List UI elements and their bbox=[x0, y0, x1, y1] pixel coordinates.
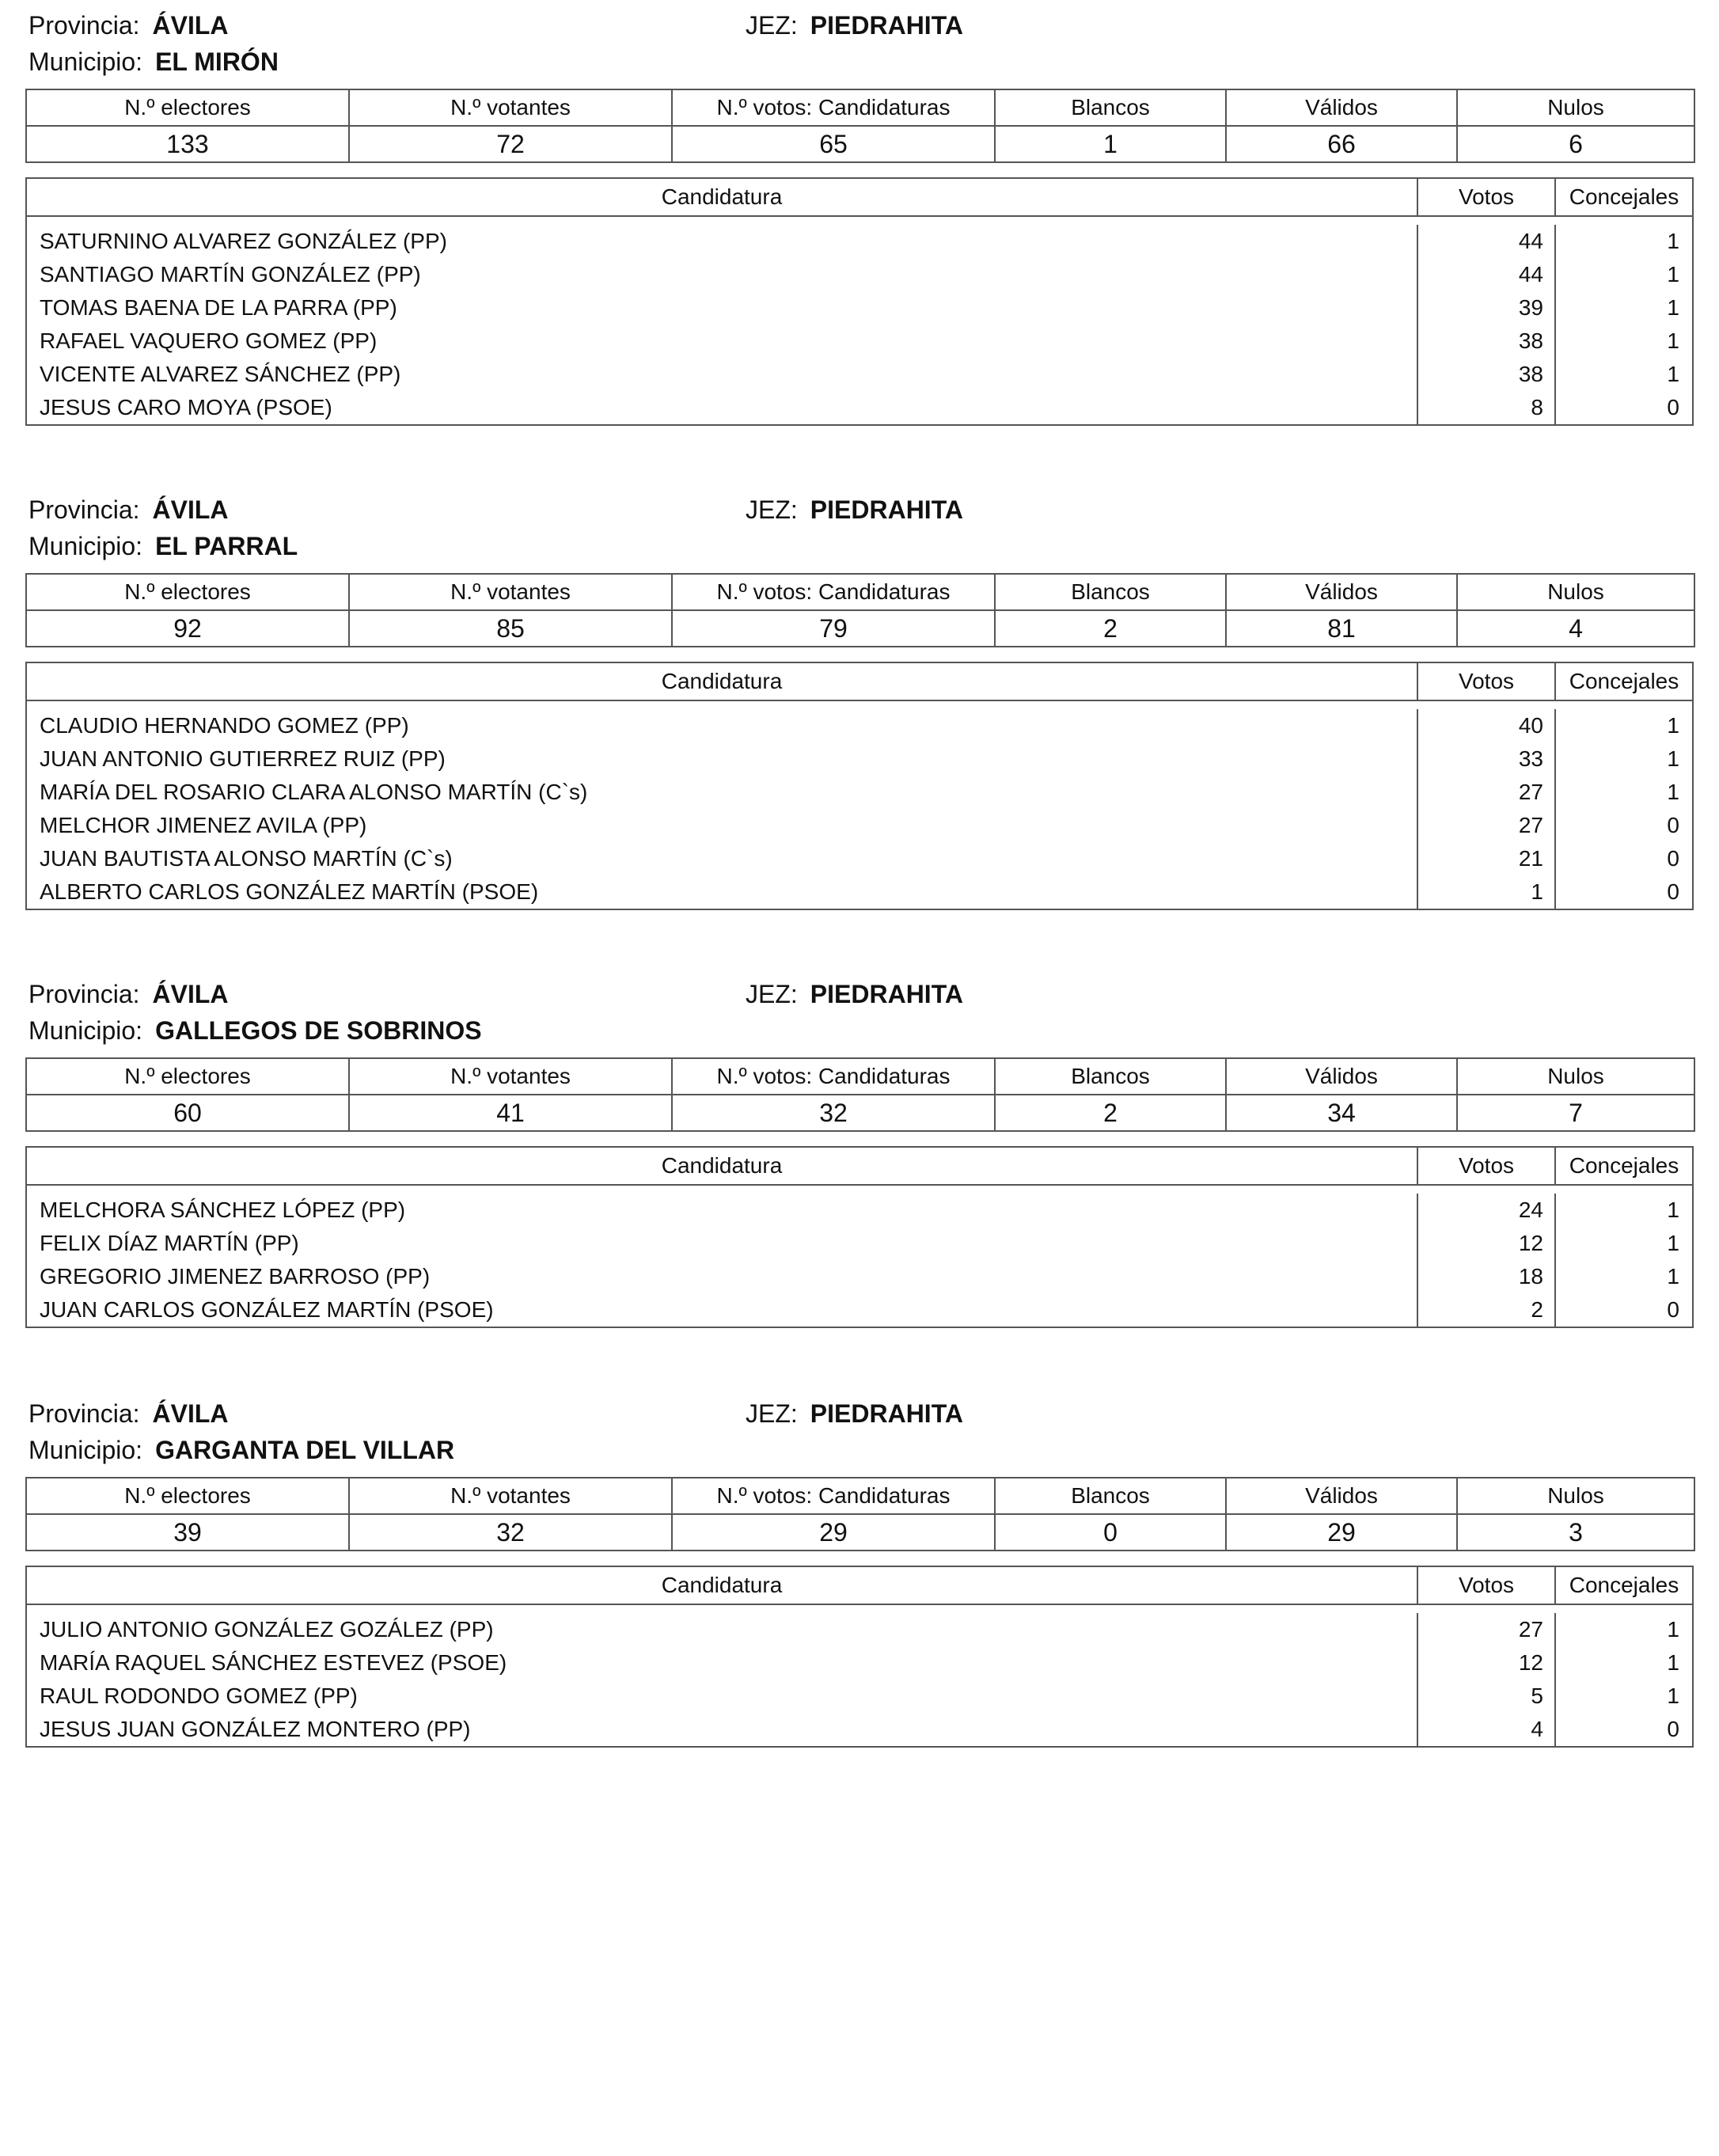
candidate-votes: 27 bbox=[1418, 1613, 1556, 1646]
summary-header-votos_candidaturas: N.º votos: Candidaturas bbox=[672, 1058, 995, 1095]
jez-label: JEZ: bbox=[746, 495, 798, 524]
summary-header-electores: N.º electores bbox=[26, 89, 349, 126]
summary-table bbox=[25, 1057, 1695, 1132]
summary-value-votantes: 85 bbox=[349, 610, 672, 647]
candidate-concejales: 1 bbox=[1667, 746, 1679, 771]
candidate-concejales: 1 bbox=[1667, 713, 1679, 738]
summary-header-blancos: Blancos bbox=[995, 1058, 1226, 1095]
provincia-line bbox=[28, 11, 229, 40]
jez-value: PIEDRAHITA bbox=[810, 1399, 963, 1428]
summary-header-validos: Válidos bbox=[1226, 1478, 1457, 1514]
candidate-name: JUAN ANTONIO GUTIERREZ RUIZ (PP) bbox=[27, 742, 1418, 776]
municipio-header bbox=[25, 975, 1694, 1051]
candidate-votes: 33 bbox=[1418, 742, 1556, 776]
summary-header-nulos: Nulos bbox=[1457, 1478, 1694, 1514]
candidate-name: MELCHORA SÁNCHEZ LÓPEZ (PP) bbox=[27, 1194, 1418, 1227]
candidates-table bbox=[25, 177, 1694, 426]
candidate-votes: 38 bbox=[1418, 358, 1556, 391]
summary-value-blancos: 2 bbox=[995, 610, 1226, 647]
summary-value-votos_candidaturas: 79 bbox=[672, 610, 995, 647]
table-row bbox=[27, 258, 1692, 291]
municipio-value: EL PARRAL bbox=[155, 532, 298, 560]
candidate-concejales: 1 bbox=[1667, 1650, 1679, 1675]
municipio-label: Municipio: bbox=[28, 532, 143, 560]
summary-value-blancos: 2 bbox=[995, 1095, 1226, 1131]
summary-value-votos_candidaturas: 65 bbox=[672, 126, 995, 162]
candidate-name: JUAN BAUTISTA ALONSO MARTÍN (C`s) bbox=[27, 842, 1418, 875]
table-row bbox=[27, 325, 1692, 358]
candidate-name: TOMAS BAENA DE LA PARRA (PP) bbox=[27, 291, 1418, 325]
summary-value-electores: 92 bbox=[26, 610, 349, 647]
candidate-concejales: 1 bbox=[1667, 1198, 1679, 1222]
table-row bbox=[27, 709, 1692, 742]
summary-header-blancos: Blancos bbox=[995, 1478, 1226, 1514]
candidates-header bbox=[27, 663, 1692, 701]
municipio-line bbox=[28, 47, 279, 77]
header-concejales: Concejales bbox=[1569, 1153, 1679, 1178]
candidates-table bbox=[25, 662, 1694, 910]
summary-header-validos: Válidos bbox=[1226, 1058, 1457, 1095]
candidate-votes: 39 bbox=[1418, 291, 1556, 325]
candidate-name: JULIO ANTONIO GONZÁLEZ GOZÁLEZ (PP) bbox=[27, 1613, 1418, 1646]
candidate-concejales: 1 bbox=[1667, 328, 1679, 353]
municipio-block bbox=[25, 1395, 1694, 1741]
provincia-label: Provincia: bbox=[28, 980, 140, 1008]
jez-value: PIEDRAHITA bbox=[810, 11, 963, 40]
summary-value-electores: 39 bbox=[26, 1514, 349, 1551]
summary-header-blancos: Blancos bbox=[995, 574, 1226, 610]
summary-header-votantes: N.º votantes bbox=[349, 574, 672, 610]
municipio-label: Municipio: bbox=[28, 47, 143, 76]
candidate-name: RAUL RODONDO GOMEZ (PP) bbox=[27, 1680, 1418, 1713]
summary-header-votantes: N.º votantes bbox=[349, 1058, 672, 1095]
municipio-header bbox=[25, 491, 1694, 567]
summary-table bbox=[25, 89, 1695, 163]
candidate-name: JESUS JUAN GONZÁLEZ MONTERO (PP) bbox=[27, 1713, 1418, 1746]
summary-value-votantes: 41 bbox=[349, 1095, 672, 1131]
candidate-votes: 12 bbox=[1418, 1227, 1556, 1260]
candidate-concejales: 0 bbox=[1667, 813, 1679, 837]
table-row bbox=[27, 1227, 1692, 1260]
summary-header-electores: N.º electores bbox=[26, 574, 349, 610]
table-row bbox=[27, 391, 1692, 424]
header-concejales: Concejales bbox=[1569, 669, 1679, 693]
candidate-concejales: 1 bbox=[1667, 262, 1679, 287]
municipio-line bbox=[28, 1016, 482, 1046]
summary-value-nulos: 3 bbox=[1457, 1514, 1694, 1551]
summary-table bbox=[25, 1477, 1695, 1551]
municipio-block bbox=[25, 975, 1694, 1322]
candidate-votes: 4 bbox=[1418, 1713, 1556, 1746]
header-concejales: Concejales bbox=[1569, 184, 1679, 209]
summary-table bbox=[25, 573, 1695, 647]
summary-value-validos: 29 bbox=[1226, 1514, 1457, 1551]
candidate-name: CLAUDIO HERNANDO GOMEZ (PP) bbox=[27, 709, 1418, 742]
jez-line bbox=[746, 11, 963, 40]
summary-value-votos_candidaturas: 32 bbox=[672, 1095, 995, 1131]
candidate-votes: 21 bbox=[1418, 842, 1556, 875]
table-row bbox=[27, 842, 1692, 875]
summary-header-votos_candidaturas: N.º votos: Candidaturas bbox=[672, 89, 995, 126]
candidate-concejales: 1 bbox=[1667, 1617, 1679, 1642]
municipio-value: GARGANTA DEL VILLAR bbox=[155, 1436, 455, 1464]
summary-header-nulos: Nulos bbox=[1457, 1058, 1694, 1095]
candidate-votes: 44 bbox=[1418, 225, 1556, 258]
candidate-concejales: 0 bbox=[1667, 1717, 1679, 1741]
candidates-body bbox=[27, 701, 1692, 909]
provincia-value: ÁVILA bbox=[152, 980, 229, 1008]
candidate-concejales: 1 bbox=[1667, 229, 1679, 253]
table-row bbox=[27, 742, 1692, 776]
jez-label: JEZ: bbox=[746, 11, 798, 40]
provincia-value: ÁVILA bbox=[152, 1399, 229, 1428]
header-votos: Votos bbox=[1418, 179, 1556, 215]
candidate-votes: 38 bbox=[1418, 325, 1556, 358]
candidate-concejales: 0 bbox=[1667, 846, 1679, 871]
header-votos: Votos bbox=[1418, 663, 1556, 700]
summary-value-validos: 66 bbox=[1226, 126, 1457, 162]
candidate-votes: 12 bbox=[1418, 1646, 1556, 1680]
table-row bbox=[27, 1613, 1692, 1646]
municipio-block bbox=[25, 6, 1694, 419]
candidates-body bbox=[27, 1186, 1692, 1327]
candidates-body bbox=[27, 1605, 1692, 1746]
jez-line bbox=[746, 495, 963, 525]
summary-value-blancos: 0 bbox=[995, 1514, 1226, 1551]
candidate-name: SANTIAGO MARTÍN GONZÁLEZ (PP) bbox=[27, 258, 1418, 291]
summary-value-blancos: 1 bbox=[995, 126, 1226, 162]
candidate-name: JESUS CARO MOYA (PSOE) bbox=[27, 391, 1418, 424]
table-row bbox=[27, 875, 1692, 909]
header-votos: Votos bbox=[1418, 1148, 1556, 1184]
summary-header-votos_candidaturas: N.º votos: Candidaturas bbox=[672, 574, 995, 610]
candidates-header bbox=[27, 1148, 1692, 1186]
table-row bbox=[27, 1194, 1692, 1227]
candidate-votes: 18 bbox=[1418, 1260, 1556, 1293]
candidate-votes: 27 bbox=[1418, 776, 1556, 809]
candidate-name: SATURNINO ALVAREZ GONZÁLEZ (PP) bbox=[27, 225, 1418, 258]
candidate-concejales: 0 bbox=[1667, 1297, 1679, 1322]
municipio-header bbox=[25, 1395, 1694, 1471]
candidates-header bbox=[27, 179, 1692, 217]
header-concejales: Concejales bbox=[1569, 1573, 1679, 1597]
summary-value-votantes: 72 bbox=[349, 126, 672, 162]
summary-header-validos: Válidos bbox=[1226, 574, 1457, 610]
candidate-name: MELCHOR JIMENEZ AVILA (PP) bbox=[27, 809, 1418, 842]
summary-value-votantes: 32 bbox=[349, 1514, 672, 1551]
municipio-value: GALLEGOS DE SOBRINOS bbox=[155, 1016, 482, 1045]
municipio-line bbox=[28, 1436, 454, 1465]
candidate-name: RAFAEL VAQUERO GOMEZ (PP) bbox=[27, 325, 1418, 358]
candidate-name: FELIX DÍAZ MARTÍN (PP) bbox=[27, 1227, 1418, 1260]
summary-header-votantes: N.º votantes bbox=[349, 1478, 672, 1514]
jez-line bbox=[746, 1399, 963, 1429]
candidate-name: VICENTE ALVAREZ SÁNCHEZ (PP) bbox=[27, 358, 1418, 391]
candidate-concejales: 0 bbox=[1667, 395, 1679, 419]
table-row bbox=[27, 1293, 1692, 1327]
summary-header-electores: N.º electores bbox=[26, 1478, 349, 1514]
table-row bbox=[27, 358, 1692, 391]
candidate-concejales: 0 bbox=[1667, 879, 1679, 904]
candidate-votes: 27 bbox=[1418, 809, 1556, 842]
provincia-line bbox=[28, 1399, 229, 1429]
summary-header-electores: N.º electores bbox=[26, 1058, 349, 1095]
candidates-body bbox=[27, 217, 1692, 424]
candidate-votes: 8 bbox=[1418, 391, 1556, 424]
provincia-value: ÁVILA bbox=[152, 495, 229, 524]
jez-line bbox=[746, 980, 963, 1009]
provincia-line bbox=[28, 980, 229, 1009]
table-row bbox=[27, 291, 1692, 325]
summary-header-validos: Válidos bbox=[1226, 89, 1457, 126]
municipio-label: Municipio: bbox=[28, 1436, 143, 1464]
candidate-votes: 5 bbox=[1418, 1680, 1556, 1713]
candidate-votes: 24 bbox=[1418, 1194, 1556, 1227]
provincia-label: Provincia: bbox=[28, 495, 140, 524]
candidate-concejales: 1 bbox=[1667, 780, 1679, 804]
header-candidatura: Candidatura bbox=[27, 1567, 1418, 1604]
candidate-votes: 2 bbox=[1418, 1293, 1556, 1327]
municipio-block bbox=[25, 491, 1694, 904]
candidate-votes: 44 bbox=[1418, 258, 1556, 291]
candidate-name: MARÍA DEL ROSARIO CLARA ALONSO MARTÍN (C`s) bbox=[27, 776, 1418, 809]
header-candidatura: Candidatura bbox=[27, 663, 1418, 700]
table-row bbox=[27, 1260, 1692, 1293]
jez-value: PIEDRAHITA bbox=[810, 495, 963, 524]
summary-value-nulos: 4 bbox=[1457, 610, 1694, 647]
jez-label: JEZ: bbox=[746, 1399, 798, 1428]
table-row bbox=[27, 809, 1692, 842]
table-row bbox=[27, 225, 1692, 258]
candidate-concejales: 1 bbox=[1667, 362, 1679, 386]
summary-value-votos_candidaturas: 29 bbox=[672, 1514, 995, 1551]
table-row bbox=[27, 1680, 1692, 1713]
municipio-value: EL MIRÓN bbox=[155, 47, 279, 76]
provincia-label: Provincia: bbox=[28, 11, 140, 40]
jez-value: PIEDRAHITA bbox=[810, 980, 963, 1008]
municipio-header bbox=[25, 6, 1694, 82]
header-candidatura: Candidatura bbox=[27, 179, 1418, 215]
summary-header-votantes: N.º votantes bbox=[349, 89, 672, 126]
candidates-header bbox=[27, 1567, 1692, 1605]
candidate-votes: 1 bbox=[1418, 875, 1556, 909]
summary-value-validos: 34 bbox=[1226, 1095, 1457, 1131]
municipio-line bbox=[28, 532, 298, 561]
provincia-line bbox=[28, 495, 229, 525]
header-votos: Votos bbox=[1418, 1567, 1556, 1604]
header-candidatura: Candidatura bbox=[27, 1148, 1418, 1184]
summary-header-nulos: Nulos bbox=[1457, 89, 1694, 126]
candidates-table bbox=[25, 1146, 1694, 1328]
candidate-votes: 40 bbox=[1418, 709, 1556, 742]
candidate-name: ALBERTO CARLOS GONZÁLEZ MARTÍN (PSOE) bbox=[27, 875, 1418, 909]
municipio-label: Municipio: bbox=[28, 1016, 143, 1045]
summary-value-nulos: 6 bbox=[1457, 126, 1694, 162]
summary-header-blancos: Blancos bbox=[995, 89, 1226, 126]
candidate-name: GREGORIO JIMENEZ BARROSO (PP) bbox=[27, 1260, 1418, 1293]
summary-value-validos: 81 bbox=[1226, 610, 1457, 647]
candidate-concejales: 1 bbox=[1667, 1231, 1679, 1255]
summary-header-nulos: Nulos bbox=[1457, 574, 1694, 610]
jez-label: JEZ: bbox=[746, 980, 798, 1008]
candidate-concejales: 1 bbox=[1667, 1264, 1679, 1289]
summary-value-nulos: 7 bbox=[1457, 1095, 1694, 1131]
candidate-name: JUAN CARLOS GONZÁLEZ MARTÍN (PSOE) bbox=[27, 1293, 1418, 1327]
candidate-concejales: 1 bbox=[1667, 295, 1679, 320]
candidate-concejales: 1 bbox=[1667, 1683, 1679, 1708]
summary-header-votos_candidaturas: N.º votos: Candidaturas bbox=[672, 1478, 995, 1514]
summary-value-electores: 60 bbox=[26, 1095, 349, 1131]
provincia-value: ÁVILA bbox=[152, 11, 229, 40]
candidates-table bbox=[25, 1566, 1694, 1748]
provincia-label: Provincia: bbox=[28, 1399, 140, 1428]
table-row bbox=[27, 1646, 1692, 1680]
table-row bbox=[27, 1713, 1692, 1746]
summary-value-electores: 133 bbox=[26, 126, 349, 162]
candidate-name: MARÍA RAQUEL SÁNCHEZ ESTEVEZ (PSOE) bbox=[27, 1646, 1418, 1680]
table-row bbox=[27, 776, 1692, 809]
